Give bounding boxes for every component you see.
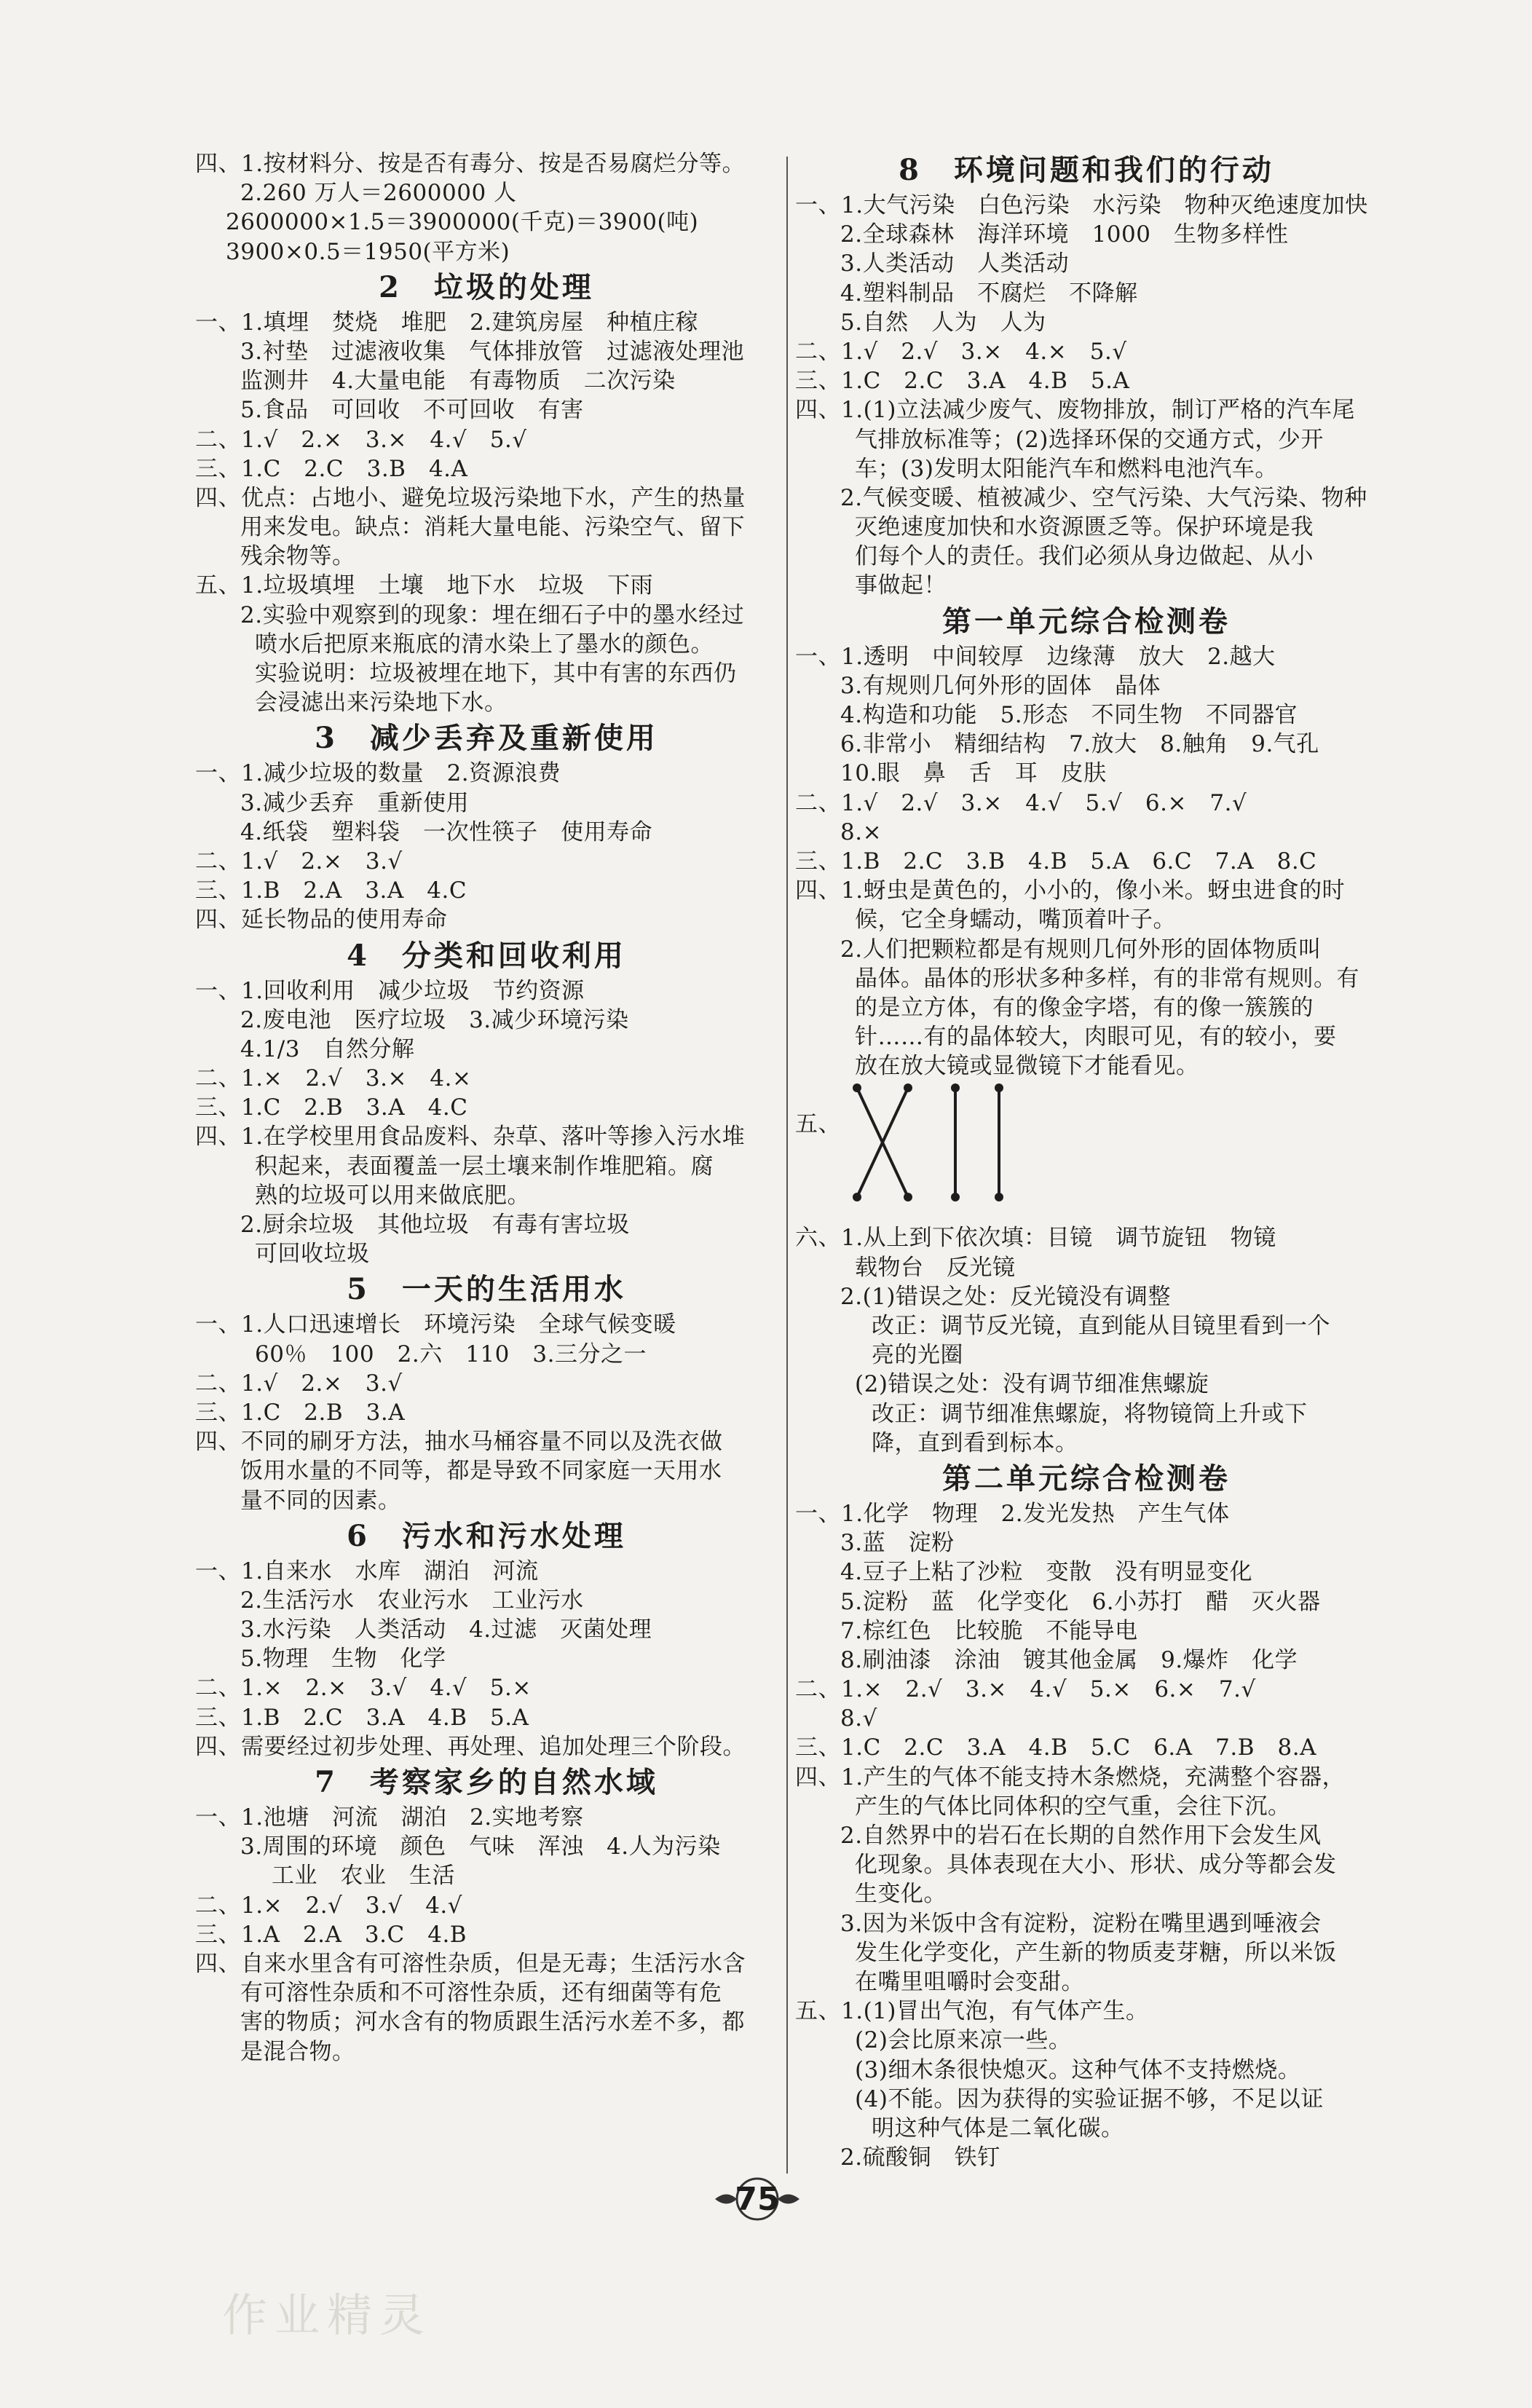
right-section-title: 第二单元综合检测卷 [942, 1461, 1231, 1496]
left-answer-line: 工业 农业 生活 [272, 1863, 455, 1890]
right-answer-line: 一、1.化学 物理 2.发光发热 产生气体 [795, 1500, 1230, 1527]
right-answer-line: 改正：调节反光镜，直到能从目镜里看到一个 [872, 1313, 1330, 1339]
left-answer-line: 可回收垃圾 [255, 1241, 370, 1268]
left-answer-line: 三、1.B 2.C 3.A 4.B 5.A [195, 1704, 529, 1731]
right-answer-line: (2)错误之处：没有调节细准焦螺旋 [855, 1371, 1209, 1398]
left-answer-line: 四、1.按材料分、按是否有毒分、按是否易腐烂分等。 [195, 151, 746, 177]
left-answer-line: 一、1.减少垃圾的数量 2.资源浪费 [195, 760, 561, 787]
right-answer-line: 六、1.从上到下依次填：目镜 调节旋钮 物镜 [795, 1225, 1276, 1252]
right-answer-line: 载物台 反光镜 [855, 1254, 1016, 1281]
right-answer-line: 二、1.√ 2.√ 3.× 4.√ 5.√ 6.× 7.√ [795, 789, 1247, 816]
right-answer-line: 四、1.(1)立法减少废气、废物排放，制订严格的汽车尾 [795, 397, 1355, 424]
left-answer-line: 2600000×1.5＝3900000(千克)＝3900(吨) [226, 209, 699, 236]
right-answer-line: 2.全球森林 海洋环境 1000 生物多样性 [840, 221, 1289, 248]
right-answer-line: 2.硫酸铜 铁钉 [840, 2144, 1000, 2171]
left-section-title: 4 分类和回收利用 [347, 938, 626, 973]
right-answer-line: 亮的光圈 [872, 1342, 963, 1369]
right-answer-line: 二、1.√ 2.√ 3.× 4.× 5.√ [795, 338, 1127, 365]
right-answer-line: 四、1.蚜虫是黄色的，小小的，像小米。蚜虫进食的时 [795, 877, 1346, 904]
right-answer-line: 晶体。晶体的形状多种多样，有的非常有规则。有 [855, 965, 1359, 992]
left-answer-line: 2.厨余垃圾 其他垃圾 有毒有害垃圾 [240, 1212, 630, 1238]
left-section-title: 3 减少丢弃及重新使用 [315, 721, 658, 756]
right-answer-line: 4.塑料制品 不腐烂 不降解 [840, 280, 1138, 307]
right-answer-line: 的是立方体，有的像金字塔，有的像一簇簇的 [855, 994, 1314, 1021]
left-answer-line: 二、1.√ 2.× 3.√ [195, 1370, 403, 1397]
right-answer-line: 放在放大镜或显微镜下才能看见。 [855, 1053, 1199, 1080]
left-answer-line: 2.实验中观察到的现象：埋在细石子中的墨水经过 [240, 601, 745, 628]
left-answer-line: 5.物理 生物 化学 [240, 1646, 446, 1673]
right-answer-line: 一、1.大气污染 白色污染 水污染 物种灭绝速度加快 [795, 192, 1368, 218]
left-answer-line: 四、不同的刷牙方法，抽水马桶容量不同以及洗衣做 [195, 1429, 723, 1456]
right-answer-line: 2.气候变暖、植被减少、空气污染、大气污染、物种 [840, 484, 1367, 511]
left-answer-line: 害的物质；河水含有的物质跟生活污水差不多，都 [240, 2009, 745, 2036]
right-answer-line: 产生的气体比同体积的空气重，会往下沉。 [855, 1793, 1291, 1820]
left-answer-line: 三、1.A 2.A 3.C 4.B [195, 1921, 467, 1948]
left-answer-line: 一、1.人口迅速增长 环境污染 全球气候变暖 [195, 1311, 676, 1338]
right-answer-line: 7.棕红色 比较脆 不能导电 [840, 1617, 1138, 1644]
page-number [714, 2174, 801, 2225]
right-answer-line: 4.构造和功能 5.形态 不同生物 不同器官 [840, 702, 1298, 728]
left-answer-line: 3.减少丢弃 重新使用 [240, 789, 470, 816]
left-answer-line: 二、1.× 2.√ 3.√ 4.√ [195, 1892, 463, 1919]
left-section-title: 2 垃圾的处理 [379, 269, 594, 304]
right-answer-line: 2.人们把颗粒都是有规则几何外形的固体物质叫 [840, 936, 1322, 963]
left-answer-line: 一、1.自来水 水库 湖泊 河流 [195, 1558, 539, 1584]
right-answer-line: 10.眼 鼻 舌 耳 皮肤 [840, 760, 1107, 787]
right-answer-line: 3.因为米饭中含有淀粉，淀粉在嘴里遇到唾液会 [840, 1910, 1322, 1937]
right-answer-line: 3.人类活动 人类活动 [840, 250, 1070, 277]
right-answer-line: 四、1.产生的气体不能支持木条燃烧，充满整个容器， [795, 1764, 1346, 1791]
left-answer-line: 残余物等。 [240, 543, 355, 570]
right-answer-line: 降，直到看到标本。 [872, 1429, 1078, 1456]
left-section-title: 6 污水和污水处理 [347, 1518, 626, 1553]
left-answer-line: 四、需要经过初步处理、再处理、追加处理三个阶段。 [195, 1733, 746, 1760]
right-answer-line: 发生化学变化，产生新的物质麦芽糖，所以米饭 [855, 1939, 1337, 1966]
right-answer-line: 5.自然 人为 人为 [840, 309, 1046, 336]
left-answer-line: 会浸滤出来污染地下水。 [255, 690, 508, 717]
matching-question [795, 1081, 1378, 1223]
right-answer-line: 4.豆子上粘了沙粒 变散 没有明显变化 [840, 1559, 1253, 1586]
right-answer-line: 3.有规则几何外形的固体 晶体 [840, 672, 1161, 699]
right-answer-line: 5.淀粉 蓝 化学变化 6.小苏打 醋 灭火器 [840, 1588, 1321, 1615]
left-answer-line: 2.废电池 医疗垃圾 3.减少环境污染 [240, 1006, 629, 1033]
left-answer-line: 二、1.√ 2.× 3.× 4.√ 5.√ [195, 426, 527, 453]
right-answer-line: 明这种气体是二氧化碳。 [872, 2115, 1124, 2141]
left-answer-line: 一、1.回收利用 减少垃圾 节约资源 [195, 977, 585, 1004]
left-answer-line: 三、1.C 2.B 3.A 4.C [195, 1094, 468, 1121]
left-answer-line: 2.生活污水 农业污水 工业污水 [240, 1587, 584, 1614]
left-answer-line: 五、1.垃圾填埋 土壤 地下水 垃圾 下雨 [195, 572, 654, 599]
left-answer-line: 4.纸袋 塑料袋 一次性筷子 使用寿命 [240, 818, 653, 845]
right-answer-line: 二、1.× 2.√ 3.× 4.√ 5.× 6.× 7.√ [795, 1676, 1256, 1703]
left-answer-line: 四、优点：占地小、避免垃圾污染地下水，产生的热量 [195, 484, 746, 511]
left-answer-line: 有可溶性杂质和不可溶性杂质，还有细菌等有危 [240, 1980, 722, 2007]
right-answer-line: 灭绝速度加快和水资源匮乏等。保护环境是我 [855, 514, 1314, 541]
right-answer-line: (2)会比原来凉一些。 [855, 2027, 1072, 2054]
left-answer-line: 量不同的因素。 [240, 1487, 401, 1514]
page-number-text: 75 [735, 2180, 780, 2218]
right-answer-line: 五、1.(1)冒出气泡，有气体产生。 [795, 1998, 1149, 2025]
right-answer-line: 生变化。 [855, 1881, 947, 1908]
left-answer-line: 三、1.B 2.A 3.A 4.C [195, 877, 467, 904]
left-answer-line: 3.水污染 人类活动 4.过滤 灭菌处理 [240, 1616, 652, 1643]
right-answer-line: 2.自然界中的岩石在长期的自然作用下会发生风 [840, 1823, 1322, 1849]
left-section-title: 7 考察家乡的自然水域 [315, 1765, 658, 1799]
left-answer-line: 二、1.× 2.× 3.√ 4.√ 5.× [195, 1675, 532, 1702]
right-section-title: 第一单元综合检测卷 [942, 604, 1231, 639]
right-answer-line: 化现象。具体表现在大小、形状、成分等都会发 [855, 1852, 1337, 1879]
left-answer-line: 一、1.填埋 焚烧 堆肥 2.建筑房屋 种植庄稼 [195, 309, 699, 336]
left-answer-line: 3.周围的环境 颜色 气味 浑浊 4.人为污染 [240, 1833, 721, 1860]
left-answer-line: 喷水后把原来瓶底的清水染上了墨水的颜色。 [255, 631, 714, 658]
left-section-title: 5 一天的生活用水 [347, 1272, 626, 1307]
left-answer-line: 四、自来水里含有可溶性杂质，但是无毒；生活污水含 [195, 1950, 746, 1977]
left-answer-line: 三、1.C 2.C 3.B 4.A [195, 455, 468, 482]
left-answer-line: 二、1.× 2.√ 3.× 4.× [195, 1065, 472, 1092]
left-answer-line: 三、1.C 2.B 3.A [195, 1399, 406, 1426]
left-answer-line: 四、延长物品的使用寿命 [195, 907, 448, 933]
left-answer-line: 4.1/3 自然分解 [240, 1035, 415, 1062]
left-answer-line: 监测井 4.大量电能 有毒物质 二次污染 [240, 368, 676, 395]
right-answer-line: 一、1.透明 中间较厚 边缘薄 放大 2.越大 [795, 643, 1276, 670]
right-column [795, 149, 1378, 2172]
column-divider [786, 157, 788, 2174]
right-answer-line: 针……有的晶体较大，肉眼可见，有的较小，要 [855, 1024, 1337, 1051]
right-answer-line: 8.刷油漆 涂油 镀其他金属 9.爆炸 化学 [840, 1646, 1298, 1673]
left-answer-line: 2.260 万人＝2600000 人 [240, 180, 517, 207]
left-answer-line: 熟的垃圾可以用来做底肥。 [255, 1182, 530, 1209]
right-answer-line: 8.× [840, 818, 883, 845]
left-answer-line: 用来发电。缺点：消耗大量电能、污染空气、留下 [240, 514, 745, 541]
left-answer-line: 3.衬垫 过滤液收集 气体排放管 过滤液处理池 [240, 338, 745, 365]
right-answer-line: 8.√ [840, 1705, 877, 1732]
right-answer-line: 事做起！ [855, 572, 947, 599]
right-answer-line: 2.(1)错误之处：反光镜没有调整 [840, 1283, 1171, 1310]
right-answer-line: (4)不能。因为获得的实验证据不够，不足以证 [855, 2085, 1324, 2112]
right-section-title: 8 环境问题和我们的行动 [899, 153, 1274, 187]
right-answer-line: 3.蓝 淀粉 [840, 1530, 955, 1557]
matching-question-label: 五、 [795, 1111, 841, 1138]
left-answer-line: 积起来，表面覆盖一层土壤来制作堆肥箱。腐 [255, 1153, 714, 1180]
left-answer-line: 二、1.√ 2.× 3.√ [195, 848, 403, 875]
right-answer-line: 三、1.C 2.C 3.A 4.B 5.A [795, 368, 1130, 395]
right-answer-line: 车；(3)发明太阳能汽车和燃料电池汽车。 [855, 455, 1278, 482]
right-answer-line: 在嘴里咀嚼时会变甜。 [855, 1968, 1084, 1995]
left-answer-line: 是混合物。 [240, 2038, 355, 2065]
watermark: 作业精灵 [222, 2289, 433, 2342]
left-answer-line: 5.食品 可回收 不可回收 有害 [240, 397, 584, 424]
left-answer-line: 一、1.池塘 河流 湖泊 2.实地考察 [195, 1804, 584, 1831]
left-answer-line: 3900×0.5＝1950(平方米) [226, 238, 510, 265]
right-answer-line: 们每个人的责任。我们必须从身边做起、从小 [855, 543, 1314, 570]
right-answer-line: 气排放标准等；(2)选择环保的交通方式，少开 [855, 426, 1324, 453]
left-answer-line: 60％ 100 2.六 110 3.三分之一 [255, 1341, 647, 1367]
left-column [195, 149, 778, 2066]
right-answer-line: 候，它全身蠕动，嘴顶着叶子。 [855, 907, 1176, 933]
right-answer-line: 改正：调节细准焦螺旋，将物镜筒上升或下 [872, 1400, 1308, 1427]
left-answer-line: 饭用水量的不同等，都是导致不同家庭一天用水 [240, 1458, 722, 1485]
matching-lines-icon [846, 1073, 1014, 1212]
right-answer-line: 6.非常小 精细结构 7.放大 8.触角 9.气孔 [840, 731, 1319, 758]
right-answer-line: 三、1.C 2.C 3.A 4.B 5.C 6.A 7.B 8.A [795, 1734, 1316, 1761]
left-answer-line: 实验说明：垃圾被埋在地下，其中有害的东西仍 [255, 660, 737, 687]
right-answer-line: 三、1.B 2.C 3.B 4.B 5.A 6.C 7.A 8.C [795, 848, 1317, 875]
right-answer-line: (3)细木条很快熄灭。这种气体不支持燃烧。 [855, 2056, 1301, 2083]
left-answer-line: 四、1.在学校里用食品废料、杂草、落叶等掺入污水堆 [195, 1124, 746, 1150]
